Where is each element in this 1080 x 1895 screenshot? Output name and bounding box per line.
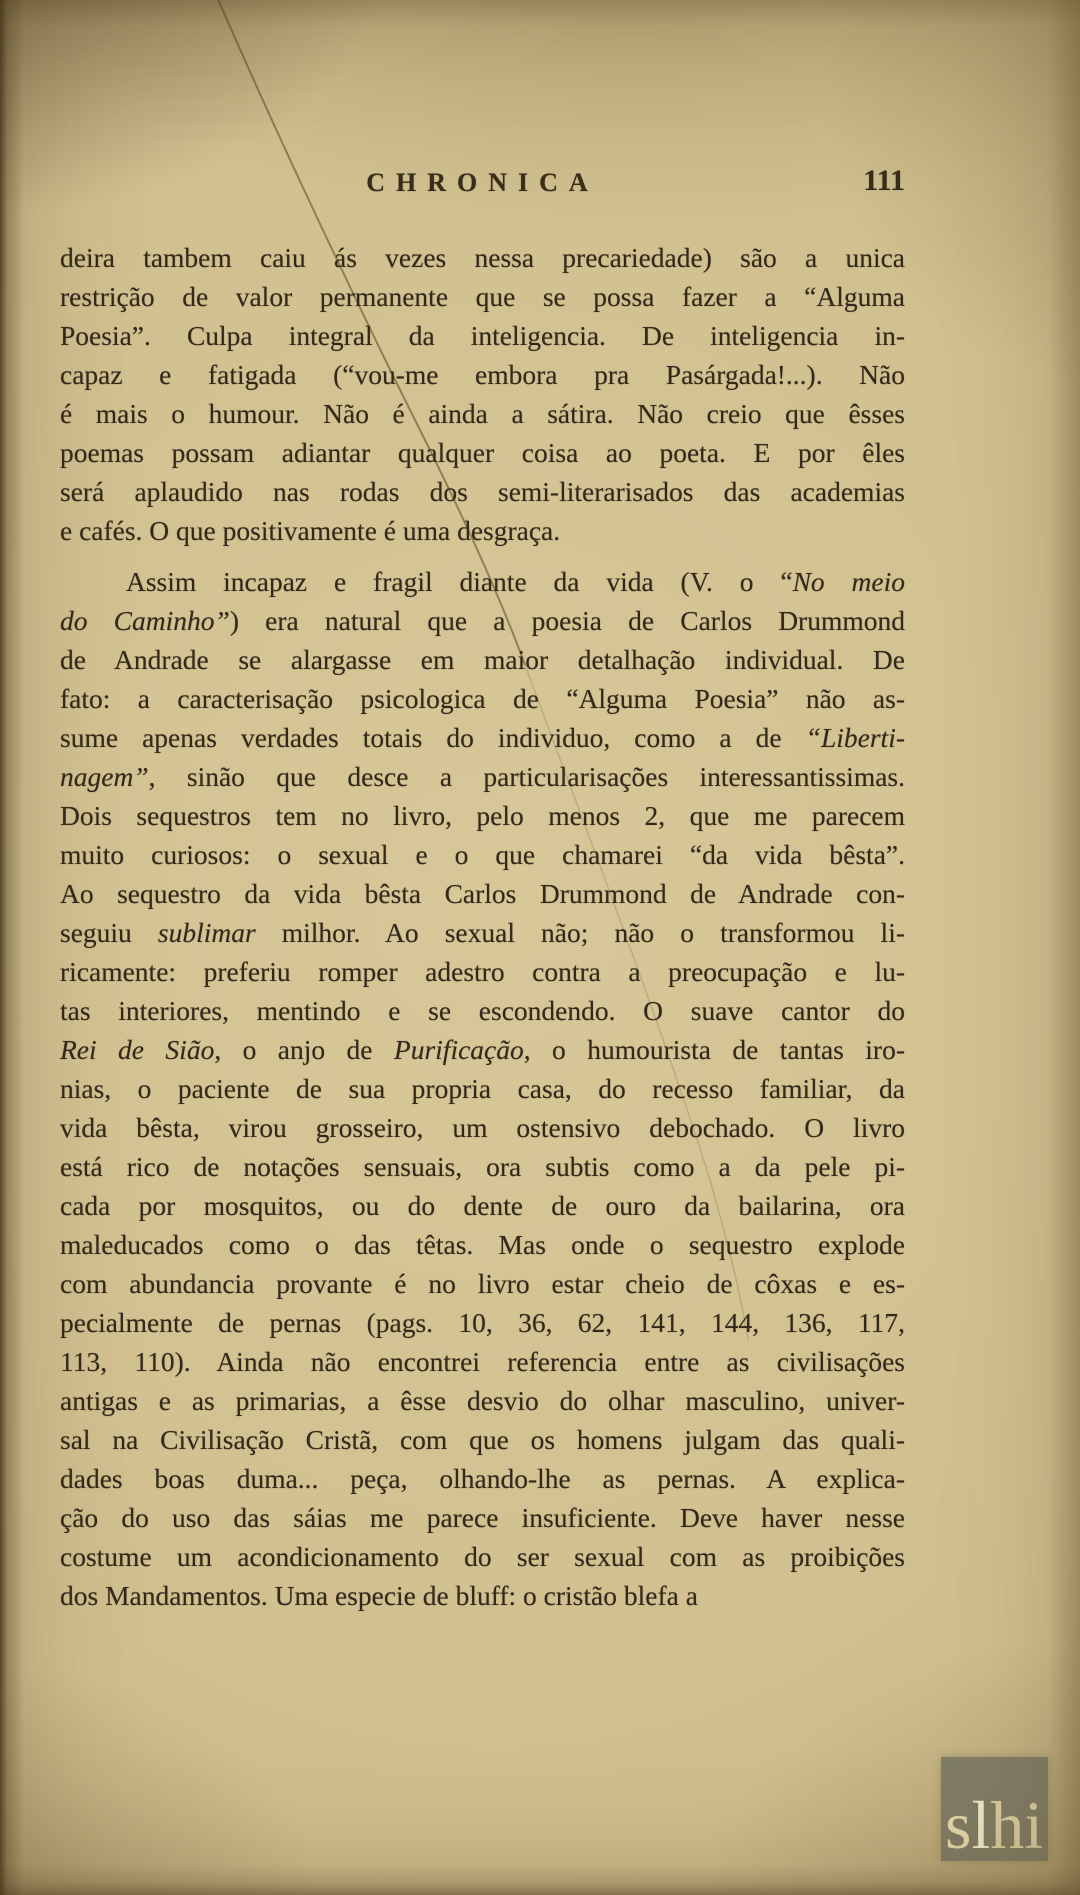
italic-text-run: “Liberti-	[805, 722, 905, 753]
text-line	[60, 1069, 905, 1108]
watermark-text	[945, 1787, 1044, 1863]
text-run: Assim incapaz e fragil diante da vida (V. o “	[126, 566, 793, 597]
text-run: 113, 110). Ainda não encontrei referencia entre as civilisações	[60, 1346, 905, 1377]
text-line	[60, 1459, 905, 1498]
watermark-letter-s: s	[945, 1787, 972, 1863]
text-run: restrição de valor permanente que se possa fazer a “Alguma	[60, 281, 905, 312]
text-run: é mais o humour. Não é ainda a sátira. Não creio que êsses	[60, 398, 905, 429]
text-line	[60, 1498, 905, 1537]
italic-text-run: sublimar	[157, 917, 256, 948]
text-run: tas interiores, mentindo e se escondendo. O suave cantor do	[60, 995, 905, 1026]
watermark-letter-l: l	[971, 1787, 991, 1863]
text-line	[60, 316, 905, 355]
text-line	[60, 1225, 905, 1264]
text-run: ) era natural que a poesia de Carlos Drummond	[229, 605, 905, 636]
watermark-letter-h: h	[990, 1787, 1025, 1863]
text-run: cada por mosquitos, ou do dente de ouro da bailarina, ora	[60, 1190, 905, 1221]
text-run: antigas e as primarias, a êsse desvio do olhar masculino, univer-	[60, 1385, 905, 1416]
text-run: de Andrade se alargasse em maior detalhação individual. De	[60, 644, 905, 675]
text-line	[60, 796, 905, 835]
italic-text-run: nagem”	[60, 761, 149, 792]
text-line	[60, 1303, 905, 1342]
text-run: está rico de notações sensuais, ora subtis como a da pele pi-	[60, 1151, 905, 1182]
text-run: , o anjo de	[214, 1034, 394, 1065]
text-run: nias, o paciente de sua propria casa, do recesso familiar, da	[60, 1073, 905, 1104]
text-run: , sinão que desce a particularisações interessantissimas.	[148, 761, 905, 792]
text-line	[60, 952, 905, 991]
text-run: poemas possam adiantar qualquer coisa ao poeta. E por êles	[60, 437, 905, 468]
text-line	[60, 1381, 905, 1420]
text-line	[60, 355, 905, 394]
text-run: com abundancia provante é no livro estar cheio de côxas e es-	[60, 1268, 905, 1299]
text-run: vida bêsta, virou grosseiro, um ostensivo debochado. O livro	[60, 1112, 905, 1143]
library-watermark	[941, 1757, 1048, 1861]
text-run: fato: a caracterisação psicologica de “Alguma Poesia” não as-	[60, 683, 905, 714]
text-line	[60, 1186, 905, 1225]
text-run: muito curiosos: o sexual e o que chamarei “da vida bêsta”.	[60, 839, 905, 870]
text-line	[60, 991, 905, 1030]
text-run: Poesia”. Culpa integral da inteligencia. De inteligencia in-	[60, 320, 905, 351]
text-run: será aplaudido nas rodas dos semi-literarisados das academias	[60, 476, 905, 507]
text-run: ricamente: preferiu romper adestro contra a preocupação e lu-	[60, 956, 905, 987]
text-run: Ao sequestro da vida bêsta Carlos Drummond de Andrade con-	[60, 878, 905, 909]
text-line	[60, 511, 905, 550]
running-title: CHRONICA	[366, 168, 599, 197]
text-line	[60, 640, 905, 679]
text-run: dades boas duma... peça, olhando-lhe as pernas. A explica-	[60, 1463, 905, 1494]
text-line	[60, 679, 905, 718]
text-run: e cafés. O que positivamente é uma desgraça.	[60, 515, 561, 546]
page-header	[60, 164, 905, 204]
text-line	[60, 1147, 905, 1186]
text-line	[60, 472, 905, 511]
text-run: sal na Civilisação Cristã, com que os homens julgam das quali-	[60, 1424, 905, 1455]
text-run: capaz e fatigada (“vou-me embora pra Pasárgada!...). Não	[60, 359, 905, 390]
text-run: ção do uso das sáias me parece insuficiente. Deve haver nesse	[60, 1502, 905, 1533]
text-line	[60, 718, 905, 757]
text-run: maleducados como o das têtas. Mas onde o sequestro explode	[60, 1229, 905, 1260]
text-run: dos Mandamentos. Uma especie de bluff: o cristão blefa a	[60, 1580, 698, 1611]
italic-text-run: do Caminho”	[60, 605, 230, 636]
text-run: , o humourista de tantas iro-	[523, 1034, 905, 1065]
text-line	[60, 1537, 905, 1576]
italic-text-run: Rei de Sião	[60, 1034, 215, 1065]
text-line	[60, 874, 905, 913]
text-block	[60, 238, 905, 1615]
text-run: sume apenas verdades totais do individuo, como a de	[60, 722, 806, 753]
text-line	[60, 913, 905, 952]
text-run: seguiu	[60, 917, 158, 948]
text-line	[60, 1576, 905, 1615]
text-line	[60, 1108, 905, 1147]
text-line	[60, 238, 905, 277]
page-number: 111	[863, 164, 905, 197]
text-run: milhor. Ao sexual não; não o transformou li-	[255, 917, 905, 948]
text-line	[60, 433, 905, 472]
text-line	[60, 757, 905, 796]
text-line	[60, 394, 905, 433]
italic-text-run: No meio	[792, 566, 905, 597]
text-line	[60, 1264, 905, 1303]
text-run: pecialmente de pernas (pags. 10, 36, 62, 141, 144, 136, 117,	[60, 1307, 905, 1338]
text-line	[60, 835, 905, 874]
text-run: costume um acondicionamento do ser sexual com as proibições	[60, 1541, 905, 1572]
text-run: deira tambem caiu ás vezes nessa precariedade) são a unica	[60, 242, 905, 273]
text-line	[60, 601, 905, 640]
watermark-letter-i: i	[1024, 1787, 1044, 1863]
italic-text-run: Purificação	[393, 1034, 524, 1065]
text-line	[60, 562, 905, 601]
text-line	[60, 1030, 905, 1069]
text-run: Dois sequestros tem no livro, pelo menos 2, que me parecem	[60, 800, 905, 831]
text-line	[60, 1342, 905, 1381]
text-line	[60, 277, 905, 316]
text-line	[60, 1420, 905, 1459]
